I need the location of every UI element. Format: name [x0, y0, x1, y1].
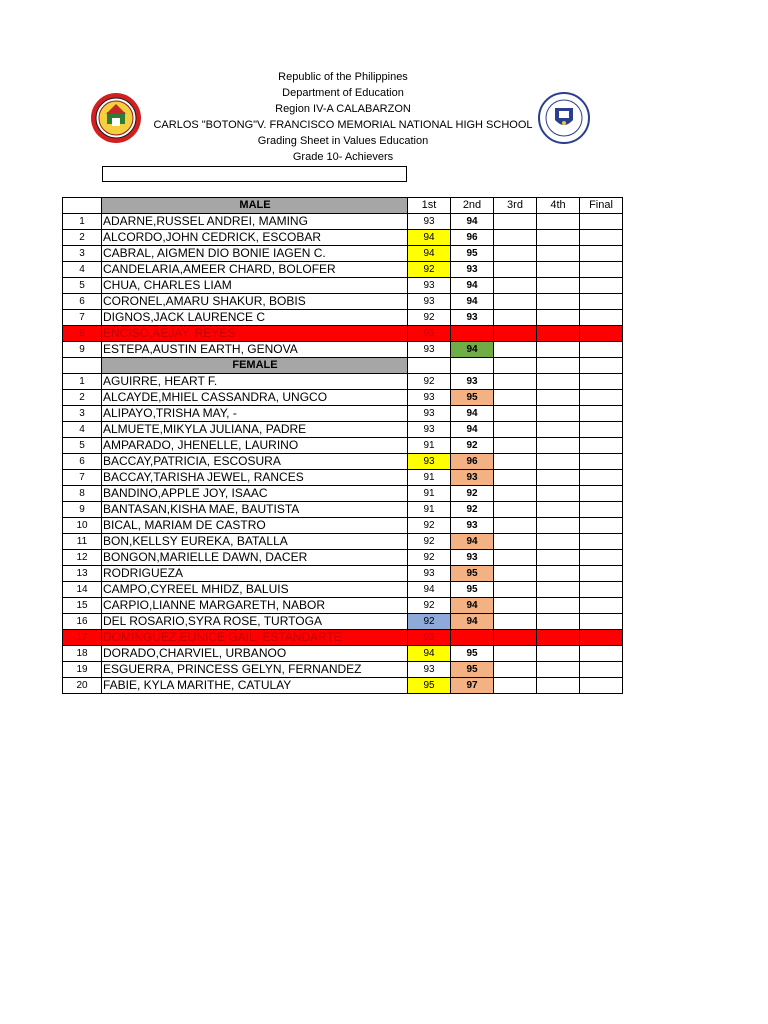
table-row — [63, 550, 623, 566]
header-empty-cell — [494, 358, 537, 374]
grade-q2: 93 — [451, 310, 494, 326]
grade-q4 — [537, 390, 580, 406]
row-number: 11 — [63, 534, 102, 550]
grade-final — [580, 326, 623, 342]
row-number: 14 — [63, 582, 102, 598]
grade-q4 — [537, 246, 580, 262]
student-name: BACCAY,TARISHA JEWEL, RANCES — [102, 470, 408, 486]
row-number: 18 — [63, 646, 102, 662]
grade-q2: 93 — [451, 470, 494, 486]
row-number: 8 — [63, 486, 102, 502]
grade-q1: 93 — [408, 630, 451, 646]
grade-q3 — [494, 214, 537, 230]
header-q3: 3rd — [494, 198, 537, 214]
grade-q4 — [537, 342, 580, 358]
grade-q2: 94 — [451, 342, 494, 358]
grade-q3 — [494, 518, 537, 534]
grade-final — [580, 614, 623, 630]
grade-q2: 94 — [451, 294, 494, 310]
student-name: CORONEL,AMARU SHAKUR, BOBIS — [102, 294, 408, 310]
grade-q2: 93 — [451, 374, 494, 390]
grade-q3 — [494, 534, 537, 550]
student-name: ALIPAYO,TRISHA MAY, - — [102, 406, 408, 422]
grade-final — [580, 438, 623, 454]
grade-q2: 96 — [451, 230, 494, 246]
grade-q3 — [494, 614, 537, 630]
grade-q2: 95 — [451, 566, 494, 582]
row-number: 5 — [63, 278, 102, 294]
grade-final — [580, 230, 623, 246]
table-row — [63, 278, 623, 294]
grade-q3 — [494, 230, 537, 246]
female-header-row — [63, 358, 623, 374]
table-row — [63, 246, 623, 262]
male-section-label: MALE — [102, 198, 408, 214]
grade-q1: 92 — [408, 598, 451, 614]
grade-q4 — [537, 294, 580, 310]
table-row — [63, 342, 623, 358]
table-row — [63, 566, 623, 582]
table-row — [63, 470, 623, 486]
header-region: Region IV-A CALABARZON — [275, 103, 411, 115]
table-row — [63, 534, 623, 550]
grade-final — [580, 246, 623, 262]
table-row — [63, 614, 623, 630]
grade-q2: 93 — [451, 550, 494, 566]
grade-q2: 93 — [451, 518, 494, 534]
grade-q1: 92 — [408, 374, 451, 390]
grade-q4 — [537, 422, 580, 438]
grade-final — [580, 342, 623, 358]
female-section-label: FEMALE — [102, 358, 408, 374]
grade-q1: 93 — [408, 342, 451, 358]
grade-q1: 93 — [408, 662, 451, 678]
student-name: ADARNE,RUSSEL ANDREI, MAMING — [102, 214, 408, 230]
grade-q1: 92 — [408, 550, 451, 566]
grade-q1: 93 — [408, 326, 451, 342]
grade-q4 — [537, 534, 580, 550]
grade-final — [580, 518, 623, 534]
row-number: 3 — [63, 406, 102, 422]
grade-q1: 95 — [408, 678, 451, 694]
grade-final — [580, 662, 623, 678]
grade-q3 — [494, 326, 537, 342]
table-row — [63, 630, 623, 646]
table-row — [63, 390, 623, 406]
table-row — [63, 230, 623, 246]
grade-q4 — [537, 646, 580, 662]
grade-q3 — [494, 630, 537, 646]
header-empty-cell — [451, 358, 494, 374]
table-row — [63, 582, 623, 598]
student-name: RODRIGUEZA — [102, 566, 408, 582]
grade-q1: 93 — [408, 422, 451, 438]
row-number: 5 — [63, 438, 102, 454]
header-department: Department of Education — [282, 87, 404, 99]
grade-q4 — [537, 470, 580, 486]
grade-final — [580, 566, 623, 582]
grade-q4 — [537, 406, 580, 422]
grade-q4 — [537, 326, 580, 342]
grade-final — [580, 534, 623, 550]
grade-q4 — [537, 486, 580, 502]
grade-q4 — [537, 662, 580, 678]
row-number: 3 — [63, 246, 102, 262]
student-name: AMPARADO, JHENELLE, LAURINO — [102, 438, 408, 454]
row-number: 10 — [63, 518, 102, 534]
table-row — [63, 598, 623, 614]
student-name: BON,KELLSY EUREKA, BATALLA — [102, 534, 408, 550]
grade-q4 — [537, 582, 580, 598]
grade-q2 — [451, 630, 494, 646]
grade-q3 — [494, 310, 537, 326]
table-row — [63, 486, 623, 502]
grade-final — [580, 598, 623, 614]
grade-q2: 92 — [451, 438, 494, 454]
table-row — [63, 518, 623, 534]
grade-final — [580, 278, 623, 294]
student-name: CANDELARIA,AMEER CHARD, BOLOFER — [102, 262, 408, 278]
grade-q4 — [537, 614, 580, 630]
grade-q4 — [537, 630, 580, 646]
grade-q1: 94 — [408, 246, 451, 262]
grade-q3 — [494, 582, 537, 598]
student-name: CAMPO,CYREEL MHIDZ, BALUIS — [102, 582, 408, 598]
student-name: BANTASAN,KISHA MAE, BAUTISTA — [102, 502, 408, 518]
grade-q3 — [494, 246, 537, 262]
grade-final — [580, 502, 623, 518]
grade-q3 — [494, 406, 537, 422]
deped-seal-logo — [538, 92, 590, 144]
header-empty-cell — [408, 358, 451, 374]
grade-q3 — [494, 390, 537, 406]
grade-q3 — [494, 470, 537, 486]
student-name: BANDINO,APPLE JOY, ISAAC — [102, 486, 408, 502]
grade-q2: 95 — [451, 582, 494, 598]
grade-final — [580, 406, 623, 422]
row-number: 2 — [63, 230, 102, 246]
grade-q1: 92 — [408, 518, 451, 534]
grade-q4 — [537, 310, 580, 326]
grade-q4 — [537, 566, 580, 582]
grade-q2: 95 — [451, 390, 494, 406]
student-name: ESGUERRA, PRINCESS GELYN, FERNANDEZ — [102, 662, 408, 678]
grade-q3 — [494, 374, 537, 390]
row-number: 1 — [63, 374, 102, 390]
header-empty-cell — [537, 358, 580, 374]
student-name: ENCISO,AEJAY, REYES — [102, 326, 408, 342]
student-name: ALCORDO,JOHN CEDRICK, ESCOBAR — [102, 230, 408, 246]
grade-final — [580, 550, 623, 566]
row-number: 12 — [63, 550, 102, 566]
grade-final — [580, 646, 623, 662]
grade-q4 — [537, 550, 580, 566]
grade-q1: 93 — [408, 294, 451, 310]
grade-final — [580, 214, 623, 230]
student-name: DORADO,CHARVIEL, URBANOO — [102, 646, 408, 662]
grade-q4 — [537, 438, 580, 454]
grade-q4 — [537, 374, 580, 390]
grade-q3 — [494, 662, 537, 678]
row-number: 19 — [63, 662, 102, 678]
grade-q1: 93 — [408, 214, 451, 230]
table-row — [63, 422, 623, 438]
row-number: 1 — [63, 214, 102, 230]
grade-q1: 91 — [408, 470, 451, 486]
grade-q1: 94 — [408, 582, 451, 598]
grade-q2: 95 — [451, 662, 494, 678]
grade-q1: 92 — [408, 534, 451, 550]
grade-q3 — [494, 502, 537, 518]
grade-q1: 92 — [408, 262, 451, 278]
grade-final — [580, 678, 623, 694]
grade-q4 — [537, 502, 580, 518]
grade-q3 — [494, 422, 537, 438]
student-name: ESTEPA,AUSTIN EARTH, GENOVA — [102, 342, 408, 358]
student-name: AGUIRRE, HEART F. — [102, 374, 408, 390]
row-number: 7 — [63, 310, 102, 326]
row-number: 9 — [63, 342, 102, 358]
grade-q1: 94 — [408, 230, 451, 246]
grade-q1: 92 — [408, 614, 451, 630]
header-q4: 4th — [537, 198, 580, 214]
grade-q1: 94 — [408, 646, 451, 662]
table-row — [63, 310, 623, 326]
header-school: CARLOS "BOTONG"V. FRANCISCO MEMORIAL NATIONAL HIGH SCHOOL — [153, 119, 533, 131]
row-number: 4 — [63, 422, 102, 438]
grade-q3 — [494, 566, 537, 582]
grade-q2: 95 — [451, 246, 494, 262]
grade-final — [580, 390, 623, 406]
grade-q2: 94 — [451, 422, 494, 438]
table-row — [63, 662, 623, 678]
grade-final — [580, 262, 623, 278]
male-header-row — [63, 198, 623, 214]
student-name: CHUA, CHARLES LIAM — [102, 278, 408, 294]
table-row — [63, 262, 623, 278]
table-row — [63, 406, 623, 422]
header-q2: 2nd — [451, 198, 494, 214]
grade-q4 — [537, 230, 580, 246]
table-row — [63, 438, 623, 454]
student-name: CARPIO,LIANNE MARGARETH, NABOR — [102, 598, 408, 614]
table-row — [63, 454, 623, 470]
grade-q2: 94 — [451, 214, 494, 230]
grade-q4 — [537, 518, 580, 534]
grade-final — [580, 294, 623, 310]
grade-q4 — [537, 678, 580, 694]
header-sheet-title: Grading Sheet in Values Education — [257, 135, 429, 147]
row-number: 6 — [63, 294, 102, 310]
row-number: 6 — [63, 454, 102, 470]
grade-q2: 94 — [451, 614, 494, 630]
row-number: 16 — [63, 614, 102, 630]
student-name: ALCAYDE,MHIEL CASSANDRA, UNGCO — [102, 390, 408, 406]
student-name: CABRAL, AIGMEN DIO BONIE IAGEN C. — [102, 246, 408, 262]
grade-q3 — [494, 454, 537, 470]
header-q1: 1st — [408, 198, 451, 214]
grade-q3 — [494, 550, 537, 566]
grade-q4 — [537, 214, 580, 230]
student-name: BICAL, MARIAM DE CASTRO — [102, 518, 408, 534]
grade-q1: 93 — [408, 406, 451, 422]
table-row — [63, 326, 623, 342]
blank-input-box — [102, 166, 407, 182]
grade-q4 — [537, 598, 580, 614]
student-name: BACCAY,PATRICIA, ESCOSURA — [102, 454, 408, 470]
grade-final — [580, 486, 623, 502]
school-seal-logo — [90, 92, 142, 144]
grade-final — [580, 630, 623, 646]
row-number: 8 — [63, 326, 102, 342]
grade-final — [580, 582, 623, 598]
student-name: DIGNOS,JACK LAURENCE C — [102, 310, 408, 326]
grade-q1: 91 — [408, 438, 451, 454]
grade-q1: 93 — [408, 454, 451, 470]
row-number: 2 — [63, 390, 102, 406]
table-row — [63, 294, 623, 310]
header-empty-cell — [580, 358, 623, 374]
grade-q4 — [537, 278, 580, 294]
grade-q2: 93 — [451, 262, 494, 278]
grade-q2: 94 — [451, 406, 494, 422]
student-name: FABIE, KYLA MARITHE, CATULAY — [102, 678, 408, 694]
grade-q2: 94 — [451, 598, 494, 614]
grade-q2: 94 — [451, 278, 494, 294]
row-number: 9 — [63, 502, 102, 518]
student-name: BONGON,MARIELLE DAWN, DACER — [102, 550, 408, 566]
header-republic: Republic of the Philippines — [278, 71, 408, 83]
grade-q3 — [494, 294, 537, 310]
grade-q3 — [494, 342, 537, 358]
grade-q1: 91 — [408, 486, 451, 502]
student-name: DOMINGUEZ,EUNICE GAIL, ESTANDARTE — [102, 630, 408, 646]
student-name: DEL ROSARIO,SYRA ROSE, TURTOGA — [102, 614, 408, 630]
row-number: 20 — [63, 678, 102, 694]
table-row — [63, 646, 623, 662]
grade-q2: 96 — [451, 454, 494, 470]
row-number: 15 — [63, 598, 102, 614]
grade-q3 — [494, 678, 537, 694]
grade-q1: 93 — [408, 390, 451, 406]
header-final: Final — [580, 198, 623, 214]
grade-q3 — [494, 278, 537, 294]
header-number-cell — [63, 198, 102, 214]
grade-q4 — [537, 262, 580, 278]
row-number: 17 — [63, 630, 102, 646]
grade-q3 — [494, 486, 537, 502]
grade-final — [580, 374, 623, 390]
grading-table — [62, 197, 623, 694]
grade-q3 — [494, 262, 537, 278]
table-row — [63, 374, 623, 390]
grade-q1: 93 — [408, 278, 451, 294]
grade-q2: 97 — [451, 678, 494, 694]
grade-q1: 92 — [408, 310, 451, 326]
header-number-cell — [63, 358, 102, 374]
grade-q3 — [494, 646, 537, 662]
row-number: 13 — [63, 566, 102, 582]
grade-final — [580, 310, 623, 326]
grade-q3 — [494, 598, 537, 614]
grade-q2 — [451, 326, 494, 342]
grade-q1: 93 — [408, 566, 451, 582]
table-row — [63, 214, 623, 230]
grade-q1: 91 — [408, 502, 451, 518]
grade-final — [580, 470, 623, 486]
row-number: 7 — [63, 470, 102, 486]
grade-final — [580, 422, 623, 438]
grade-q2: 95 — [451, 646, 494, 662]
header-section: Grade 10- Achievers — [292, 151, 394, 163]
table-row — [63, 678, 623, 694]
row-number: 4 — [63, 262, 102, 278]
grade-q3 — [494, 438, 537, 454]
table-row — [63, 502, 623, 518]
grade-q2: 92 — [451, 502, 494, 518]
grade-q2: 92 — [451, 486, 494, 502]
grade-q4 — [537, 454, 580, 470]
student-name: ALMUETE,MIKYLA JULIANA, PADRE — [102, 422, 408, 438]
grade-q2: 94 — [451, 534, 494, 550]
grade-final — [580, 454, 623, 470]
